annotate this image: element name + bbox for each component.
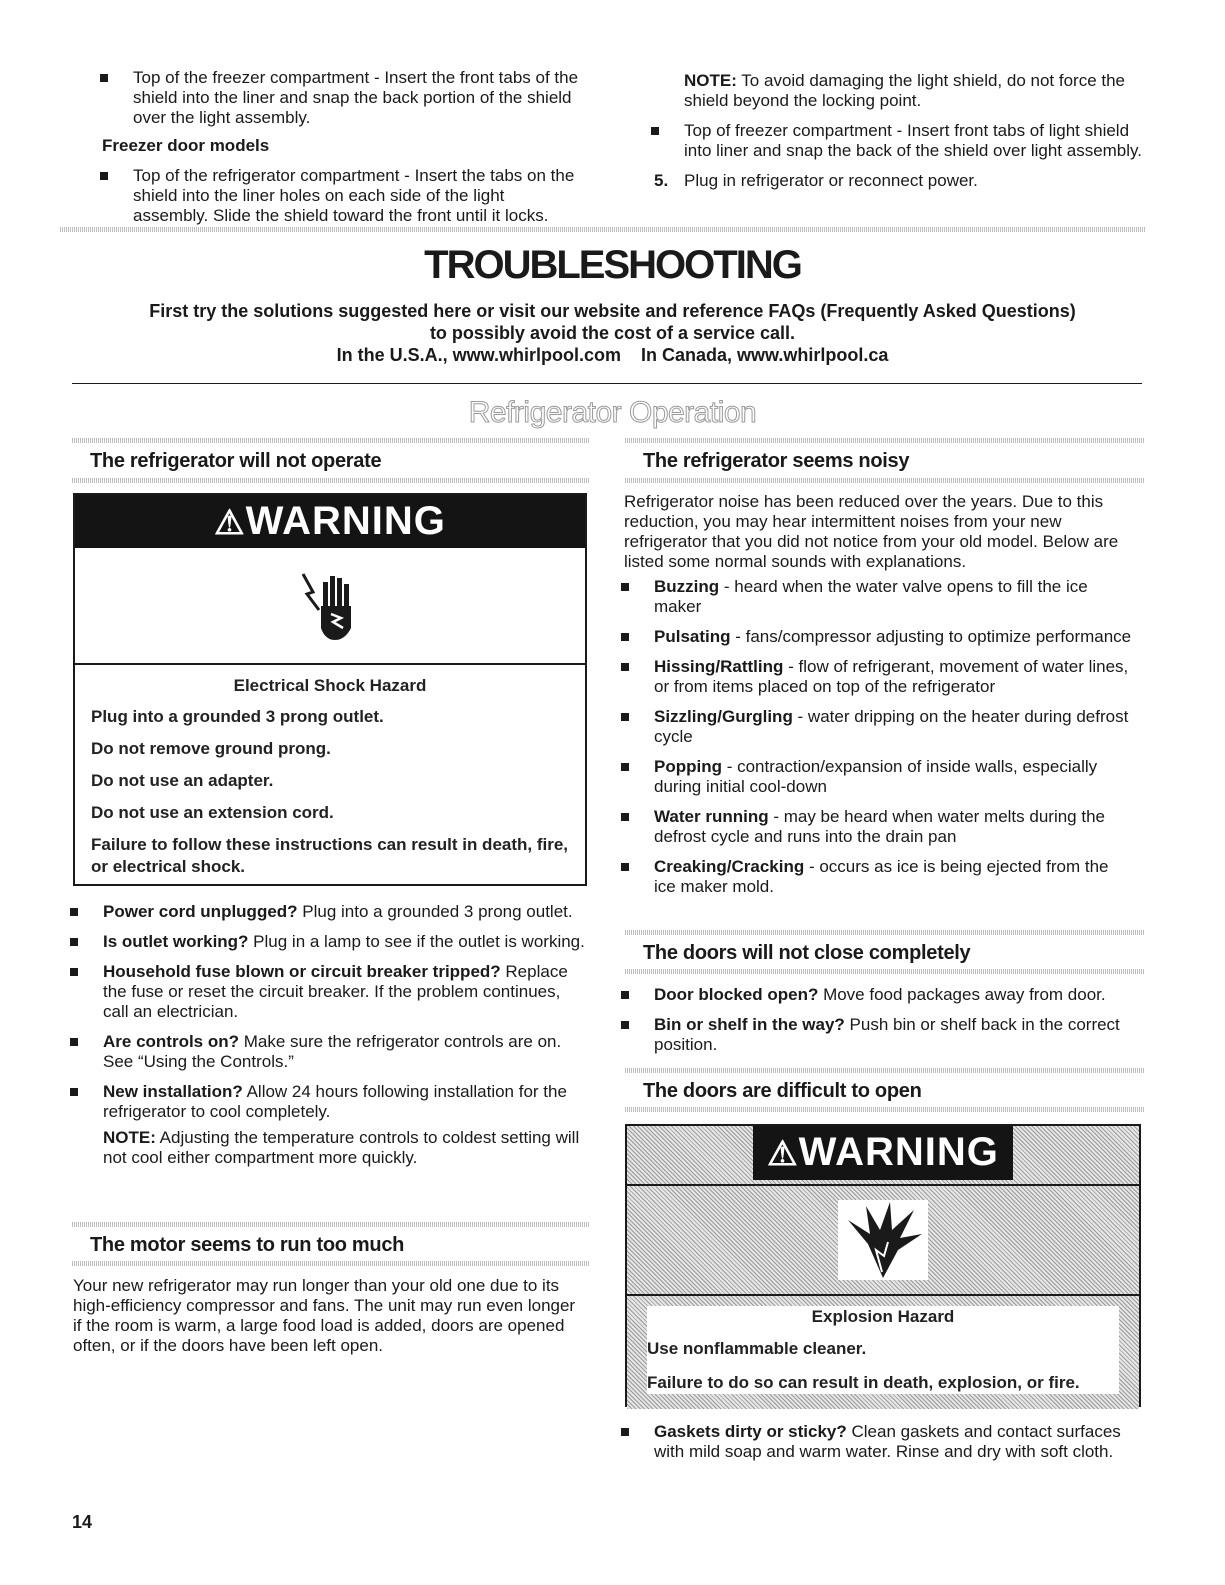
item-question: Door blocked open?: [654, 985, 819, 1004]
warning-line: Do not use an extension cord.: [91, 803, 334, 822]
note-text: To avoid damaging the light shield, do not force the shield beyond the locking point.: [684, 71, 1126, 110]
section-title: The refrigerator will not operate: [90, 450, 382, 472]
divider: [72, 1222, 590, 1227]
explosion-hazard-icon: [627, 1186, 1139, 1296]
warning-line: Failure to follow these instructions can result in death, fire, or electrical shock.: [91, 835, 569, 876]
sound-name: Creaking/Cracking: [654, 857, 805, 876]
list-item: Top of the freezer compartment - Insert the front tabs of the shield into the liner and snap the back portion of the shield over the light assembly.: [133, 68, 583, 128]
list-item: [654, 985, 1139, 1005]
divider: [625, 969, 1145, 974]
list-item: [103, 1032, 588, 1072]
top-left-column: [102, 68, 583, 236]
warning-header: [627, 1126, 1139, 1186]
motor-paragraph: Your new refrigerator may run longer than your old one due to its high-efficiency compressor and fans. The unit may run even longer if the room is warm, a large food load is added, doors are opened often, or if the doors have been left open.: [73, 1276, 576, 1355]
list-item: [654, 657, 1134, 697]
list-item: [103, 1082, 588, 1122]
section-title: The refrigerator seems noisy: [643, 450, 910, 472]
sound-explanation: - fans/compressor adjusting to optimize performance: [730, 627, 1132, 646]
list-item: Top of freezer compartment - Insert front tabs of light shield into liner and snap the back of the shield over light assembly.: [684, 121, 1143, 160]
sound-name: Water running: [654, 807, 769, 826]
divider: [625, 478, 1145, 483]
left-checklist: [103, 902, 588, 1168]
warning-label: WARNING: [245, 499, 446, 543]
note-label: NOTE:: [103, 1128, 156, 1147]
item-answer: Make sure the refrigerator controls are on. See “Using the Controls.”: [103, 1032, 562, 1071]
noise-list: [654, 577, 1134, 907]
divider: [625, 1107, 1145, 1112]
step-number: 5.: [654, 171, 669, 190]
item-answer: Allow 24 hours following installation for the refrigerator to cool completely.: [103, 1082, 567, 1121]
warning-line: Failure to do so can result in death, explosion, or fire.: [647, 1373, 1080, 1392]
intro-line: First try the solutions suggested here or visit our website and reference FAQs (Frequently Asked Questions): [149, 301, 1076, 321]
item-answer: Replace the fuse or reset the circuit breaker. If the problem continues, call an electrician.: [103, 962, 568, 1021]
note-text: Adjusting the temperature controls to coldest setting will not cool either compartment more quickly.: [103, 1128, 580, 1167]
item-question: Household fuse blown or circuit breaker tripped?: [103, 962, 501, 981]
sound-name: Popping: [654, 757, 722, 776]
sound-explanation: - water dripping on the heater during defrost cycle: [654, 707, 1129, 746]
list-item: [654, 757, 1134, 797]
sound-explanation: - heard when the water valve opens to fill the ice maker: [654, 577, 1088, 616]
list-item: [103, 902, 588, 922]
sound-name: Buzzing: [654, 577, 720, 596]
item-answer: Plug in a lamp to see if the outlet is working.: [248, 932, 585, 951]
section-title: The motor seems to run too much: [90, 1234, 405, 1256]
warning-box-electrical: [73, 493, 587, 886]
item-answer: Plug into a grounded 3 prong outlet.: [297, 902, 573, 921]
sound-explanation: - contraction/expansion of inside walls, especially during initial cool-down: [654, 757, 1098, 796]
item-answer: Move food packages away from door.: [818, 985, 1106, 1004]
page-number: 14: [72, 1512, 93, 1532]
warning-line: Use nonflammable cleaner.: [647, 1339, 867, 1358]
item-question: Is outlet working?: [103, 932, 249, 951]
list-item: [654, 707, 1134, 747]
header-rule: [72, 383, 1142, 384]
item-question: Gaskets dirty or sticky?: [654, 1422, 847, 1441]
warning-triangle-icon: ⚠: [767, 1135, 799, 1173]
divider: [625, 1068, 1145, 1073]
intro-line: In the U.S.A., www.whirlpool.com In Canada, www.whirlpool.ca: [336, 345, 889, 365]
sound-explanation: - flow of refrigerant, movement of water lines, or from items placed on top of the refrigerator: [654, 657, 1129, 696]
sound-name: Sizzling/Gurgling: [654, 707, 793, 726]
warning-header: [75, 495, 585, 548]
warning-box-explosion: [625, 1124, 1141, 1407]
list-item: [103, 932, 588, 952]
item-question: New installation?: [103, 1082, 243, 1101]
note: [684, 71, 1144, 111]
item-question: Bin or shelf in the way?: [654, 1015, 845, 1034]
item-answer: Push bin or shelf back in the correct position.: [654, 1015, 1120, 1054]
section-title: The doors will not close completely: [643, 942, 971, 964]
section-title: The doors are difficult to open: [643, 1080, 922, 1102]
divider: [60, 227, 1145, 232]
warning-line: Do not remove ground prong.: [91, 739, 331, 758]
list-item: [654, 577, 1134, 617]
divider: [625, 438, 1145, 443]
hazard-title: Explosion Hazard: [811, 1307, 955, 1326]
gasket-list: [654, 1422, 1144, 1462]
warning-line: Do not use an adapter.: [91, 771, 274, 790]
warning-line: Plug into a grounded 3 prong outlet.: [91, 707, 384, 726]
item-answer: Clean gaskets and contact surfaces with mild soap and warm water. Rinse and dry with soft cloth.: [654, 1422, 1121, 1461]
section-subtitle: Refrigerator Operation: [468, 396, 757, 429]
doors-list: [654, 985, 1139, 1065]
page-title: TROUBLESHOOTING: [424, 243, 801, 287]
top-right-column: [654, 71, 1144, 191]
divider: [72, 1261, 590, 1266]
list-item: [654, 1422, 1144, 1462]
list-item: [654, 627, 1134, 647]
intro: [0, 300, 1225, 366]
noise-intro: Refrigerator noise has been reduced over the years. Due to this reduction, you may hear intermittent noises from your new refrigerator that you did not notice from your old model. Below are listed some normal sounds with explanations.: [624, 492, 1119, 571]
intro-line: to possibly avoid the cost of a service call.: [429, 323, 796, 343]
sound-explanation: - may be heard when water melts during the defrost cycle and runs into the drain pan: [654, 807, 1105, 846]
item-question: Power cord unplugged?: [103, 902, 298, 921]
step: [654, 171, 1144, 191]
item-question: Are controls on?: [103, 1032, 240, 1051]
list-item: Top of the refrigerator compartment - Insert the tabs on the shield into the liner holes on each side of the light assembly. Slide the shield toward the front until it locks.: [133, 166, 583, 226]
shock-hazard-icon: [75, 548, 585, 665]
list-item: [103, 962, 588, 1022]
divider: [625, 930, 1145, 935]
warning-triangle-icon: ⚠: [214, 504, 246, 542]
divider: [72, 478, 590, 483]
sound-name: Hissing/Rattling: [654, 657, 784, 676]
divider: [72, 438, 590, 443]
subheading: Freezer door models: [102, 136, 270, 155]
sound-name: Pulsating: [654, 627, 731, 646]
list-item: [654, 857, 1134, 897]
note: [103, 1128, 588, 1168]
list-item: [654, 1015, 1139, 1055]
warning-label: WARNING: [798, 1130, 999, 1174]
warning-label-plate: [753, 1126, 1013, 1180]
sound-explanation: - occurs as ice is being ejected from the ice maker mold.: [654, 857, 1109, 896]
list-item: [654, 807, 1134, 847]
step-text: Plug in refrigerator or reconnect power.: [684, 171, 978, 190]
hazard-title: Electrical Shock Hazard: [233, 676, 427, 695]
note-label: NOTE:: [684, 71, 737, 90]
